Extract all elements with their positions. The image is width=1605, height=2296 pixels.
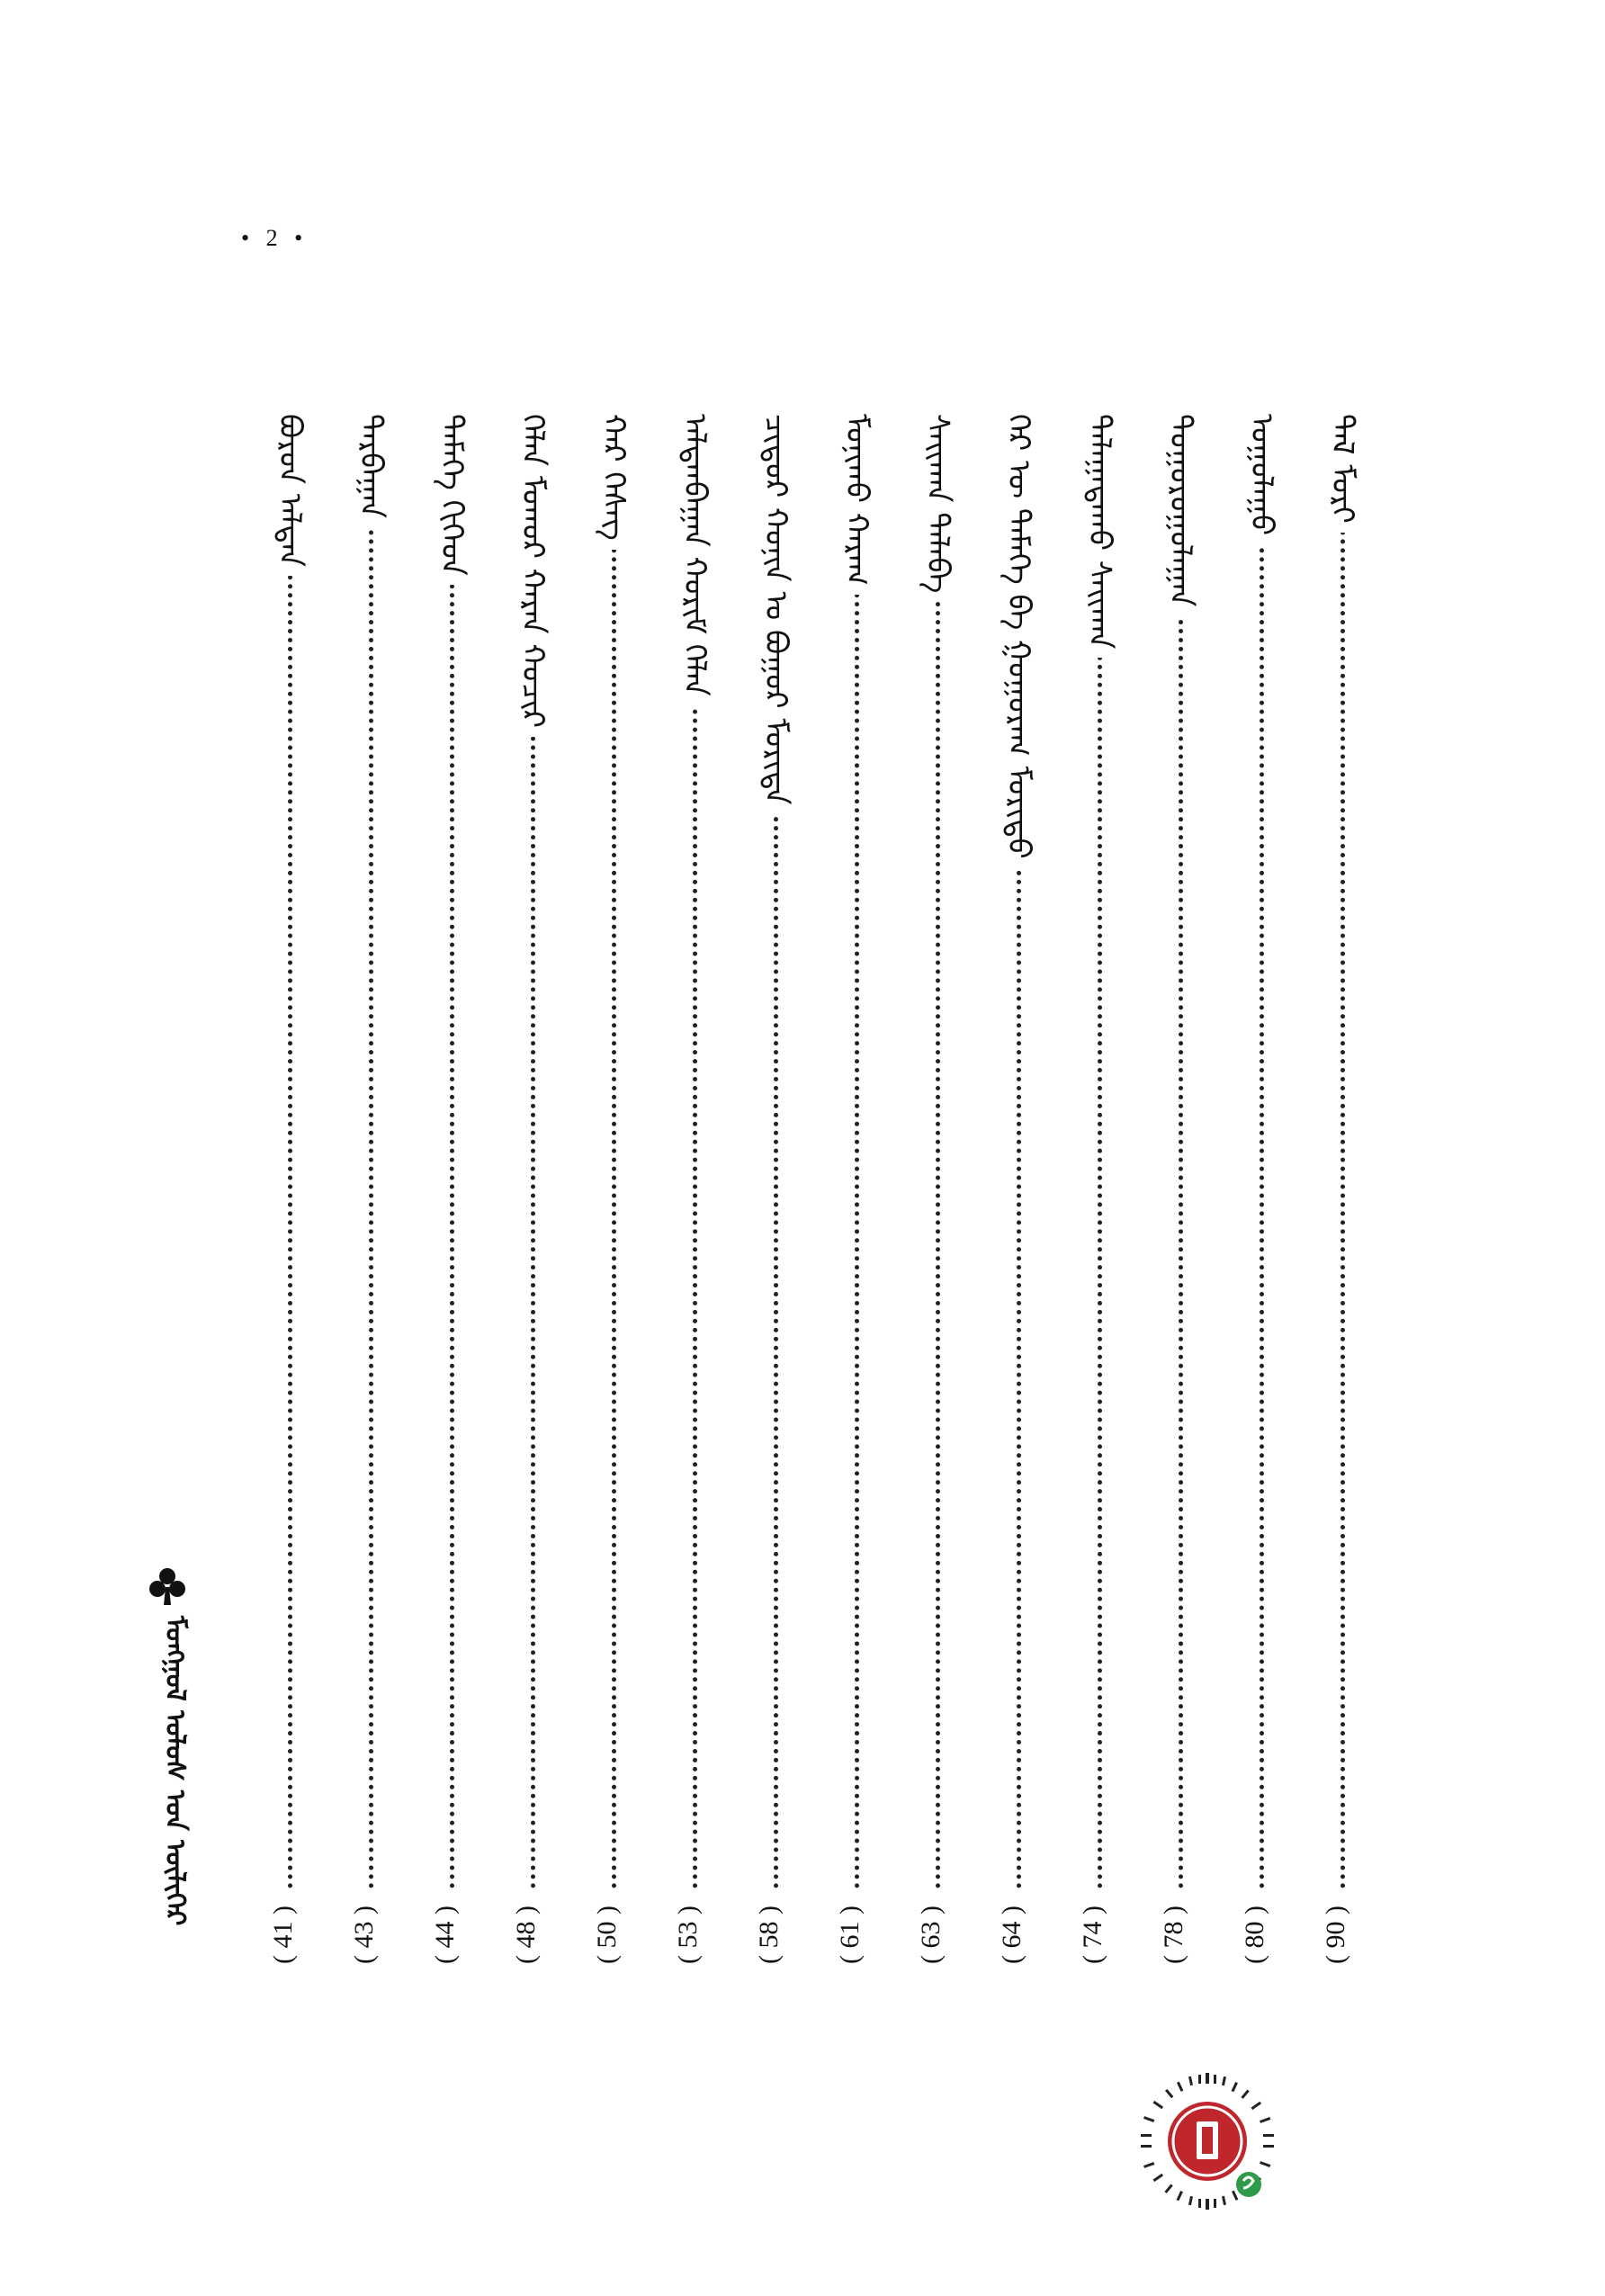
toc-entry-title: ᠲᠠᠯᠠᠭᠠᠳᠠᠬᠤ ᠰᠠᠢᠬᠠᠨ [1081, 414, 1117, 658]
toc-entry[interactable] [344, 414, 398, 2024]
toc-entry-page: ( 50 ) [592, 1906, 622, 1964]
toc-entry-title: ᠲᠠᠷᠪᠠᠭᠠᠨ [353, 414, 389, 527]
toc-entry[interactable] [1153, 414, 1207, 2024]
toc-entry-page: ( 53 ) [673, 1906, 703, 1964]
club-icon [146, 1565, 189, 1609]
toc-leader-dots [855, 414, 859, 1889]
running-header-title: ᠮᠣᠩᠭᠣᠯ ᠤᠯᠤᠰ ᠤᠨ ᠦᠯᠢᠭᠡᠷ [159, 1616, 191, 1926]
toc-leader-dots [1340, 414, 1345, 1889]
toc-entry-title: ᠠᠯᠲᠠᠨᠪᠠᠭᠠᠨ ᠬᠤᠷᠢᠮ ᠬᠡᠯᠡᠨ [677, 414, 713, 705]
toc-entry-title: ᠬᠡᠯᠡᠨ ᠮᠤᠬᠤᠷ ᠬᠠᠷᠠᠨ ᠬᠤᠴᠢᠷ [515, 414, 551, 737]
toc-entry[interactable] [506, 414, 560, 2024]
toc-entry-title: ᠬᠠᠷ ᠬᠡᠰᠡᠭ [596, 414, 632, 550]
toc-leader-dots [1260, 414, 1264, 1889]
toc-entry-title: ᠲᠣᠭᠣᠷᠣᠭᠤᠯᠠᠭᠠᠨ [1162, 414, 1198, 615]
toc-leader-dots [1179, 414, 1183, 1889]
toc-entry[interactable] [829, 414, 883, 2024]
toc-entry-page: ( 48 ) [511, 1906, 541, 1964]
running-header [144, 1565, 198, 1926]
toc-entry[interactable] [1072, 414, 1126, 2024]
toc-entry-page: ( 44 ) [430, 1906, 460, 1964]
toc-entry-page: ( 61 ) [835, 1906, 865, 1964]
toc-entry[interactable] [991, 414, 1045, 2024]
toc-entry-title: ᠴᠢᠳᠤᠷ ᠬᠣᠨᠢᠨ ᠤ ᠪᠣᠭᠤᠷ ᠮᠣᠷᠢᠳᠠ [758, 414, 794, 813]
toc-entry-page: ( 43 ) [349, 1906, 379, 1964]
toc-entry-page: ( 80 ) [1240, 1906, 1269, 1964]
toc-entry-page: ( 41 ) [268, 1906, 298, 1964]
toc-leader-dots [288, 414, 292, 1889]
toc-entry-title: ᠲᠡᠮᠡᠭᠡ ᠬᠢᠭᠡᠳ [434, 414, 470, 585]
toc-leader-dots [936, 414, 940, 1889]
toc-entry-title: ᠲᠠᠯ ᠮᠣᠷᠢ [1324, 414, 1360, 533]
toc-entry-title: ᠪᠣᠷᠤᠨ ᠠᠯᠲᠠᠨ [272, 414, 308, 576]
toc-leader-dots [450, 414, 454, 1889]
toc-entry-page: ( 78 ) [1159, 1906, 1188, 1964]
toc-entry[interactable] [1315, 414, 1369, 2024]
toc-entry-page: ( 63 ) [916, 1906, 946, 1964]
page-number: • 2 • [241, 225, 309, 251]
toc-entry[interactable] [263, 414, 317, 2024]
toc-entry[interactable] [749, 414, 802, 2024]
toc-entry-title: ᠰᠠᠢᠬᠠᠨ ᠲᠠᠯᠠᠪᠠ [919, 414, 955, 602]
toc-entry-page: ( 58 ) [754, 1906, 784, 1964]
toc-entry-title: ᠤᠭᠤᠯᠠᠭᠤ [1243, 414, 1279, 544]
toc-entry[interactable] [910, 414, 964, 2024]
qr-code-badge-icon[interactable] [1135, 2069, 1279, 2213]
toc-entry[interactable] [587, 414, 641, 2024]
toc-entry-title: ᠬᠡᠷ ᠦ ᠲᠡᠮᠡᠭᠡ ᠪᠠ ᠭᠤᠭᠤᠷᠠᠭ ᠮᠣᠷᠢᠳᠤ [1000, 414, 1036, 868]
toc-entry[interactable] [425, 414, 479, 2024]
toc-leader-dots [369, 414, 373, 1889]
toc-entry-page: ( 64 ) [997, 1906, 1027, 1964]
toc-entry[interactable] [668, 414, 722, 2024]
toc-entry-page: ( 90 ) [1321, 1906, 1350, 1964]
toc-entry-page: ( 74 ) [1078, 1906, 1107, 1964]
toc-leader-dots [612, 414, 616, 1889]
toc-entry-title: ᠮᠣᠨᠢᠬᠤ ᠬᠠᠷᠠᠭ [838, 414, 874, 595]
toc-entry[interactable] [1234, 414, 1288, 2024]
